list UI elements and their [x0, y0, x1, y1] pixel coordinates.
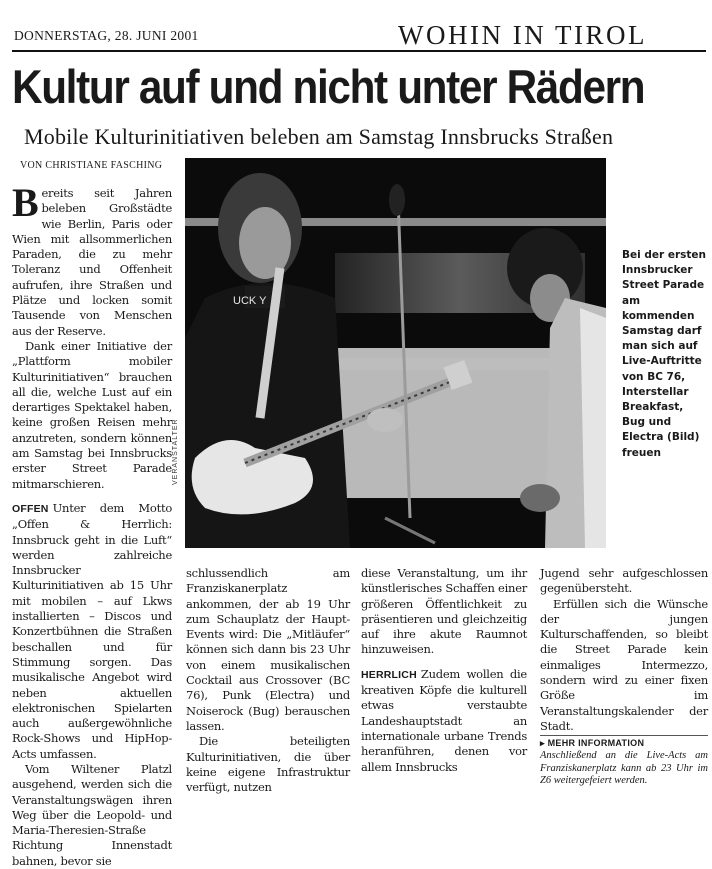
dateline: DONNERSTAG, 28. JUNI 2001	[14, 28, 199, 43]
subhead: Mobile Kulturinitiativen beleben am Samstag Innsbrucks Straßen	[24, 124, 614, 149]
band-photo	[185, 158, 606, 548]
paragraph: Jugend sehr aufgeschlossen gegenübersteht.	[540, 566, 708, 596]
article-column-1	[12, 180, 172, 869]
paragraph: Die beteiligten Kulturinitiativen, die über keine eigene Infrastruktur verfügt, nutzen	[186, 734, 350, 795]
drop-cap: B	[12, 180, 39, 225]
kicker-offen: OFFEN	[12, 502, 49, 515]
section-title: WOHIN IN TIROL	[398, 20, 647, 50]
paragraph: Dank einer Initiative der „Plattform mobiler Kulturinitiativen“ brauchen all die, welche Lust auf ein derartiges Spektakel haben, keine großen Reisen mehr anzutreten, sondern können am Samstag bei Innsbrucks erster Street Parade mitmarschieren.	[12, 338, 172, 491]
photo-credit: VERANSTALTER	[172, 418, 179, 485]
byline: VON CHRISTIANE FASCHING	[20, 160, 163, 171]
article-column-2	[186, 566, 350, 795]
article-column-3	[361, 566, 527, 775]
paragraph: diese Veranstaltung, um ihr künstlerisches Schaffen einer größeren Öffentlichkeit zu präsentieren und gleichzeitig auf ihre akute Raumnot hinzuweisen.	[361, 566, 527, 657]
paragraph: schlussendlich am Franziskanerplatz ankommen, der ab 19 Uhr zum Schauplatz der Haupt-Events wird: Die „Mitläufer“ können sich dann bis 23 Uhr von einem musikalischen Cocktail aus Crossover (BC 76), Punk (Electra) und Noiserock (Bug) berauschen lassen.	[186, 566, 350, 733]
info-box-rule	[540, 735, 708, 736]
band-photo-image	[185, 158, 606, 548]
shirt-text: UCK Y	[233, 295, 267, 307]
paragraph: Vom Wiltener Platzl ausgehend, werden sich die Veranstaltungswägen ihren Weg über die Leopold- und Maria-Theresien-Straße Richtung Innenstadt bahnen, bevor sie	[12, 761, 172, 868]
info-box-label: ▸ MEHR INFORMATION	[540, 738, 645, 748]
article-column-4	[540, 566, 708, 734]
photo-caption: Bei der ersten Innsbrucker Street Parade am kommenden Samstag darf man sich auf Live-Auftritte von BC 76, Interstellar Breakfast, Bug und Electra (Bild) freuen	[622, 249, 707, 459]
info-box-text: Anschließend an die Live-Acts am Franziskanerplatz kann ab 23 Uhr im Z6 weitergefeiert werden.	[540, 750, 708, 786]
paragraph: Erfüllen sich die Wünsche der jungen Kulturschaffenden, so bleibt die Street Parade kein einmaliges Intermezzo, sondern wird zu einer fixen Größe im Veranstaltungskalender der Stadt.	[540, 596, 708, 733]
paragraph: Zudem wollen die kreativen Köpfe die kulturell etwas verstaubte Landeshauptstadt an internationale urbane Trends heranführen, denen vor allem Innsbrucks	[361, 666, 527, 774]
paragraph: Unter dem Motto „Offen & Herrlich: Innsbruck geht in die Luft“ werden zahlreiche Innsbrucker Kulturinitiativen ab 15 Uhr mit mobilen – auf Lkws installierten – Discos und Konzertbühnen die Straßen beschallen und für Stimmung sorgen. Das musikalische Angebot wird neben aktuellen elektronischen Spielarten auch außergewöhnliche Rock-Shows und HipHop-Acts umfassen.	[12, 500, 172, 761]
kicker-herrlich: HERRLICH	[361, 668, 417, 681]
masthead-rule	[12, 50, 706, 52]
headline: Kultur auf und nicht unter Rädern	[12, 60, 645, 113]
paragraph: ereits seit Jahren beleben Großstädte wie Berlin, Paris oder Wien mit allsommerlichen Paraden, die zu mehr Toleranz und Offenheit aufrufen, ihre Straßen und Plätze und locken somit Tausende von Menschen aus der Reserve.	[12, 186, 172, 338]
